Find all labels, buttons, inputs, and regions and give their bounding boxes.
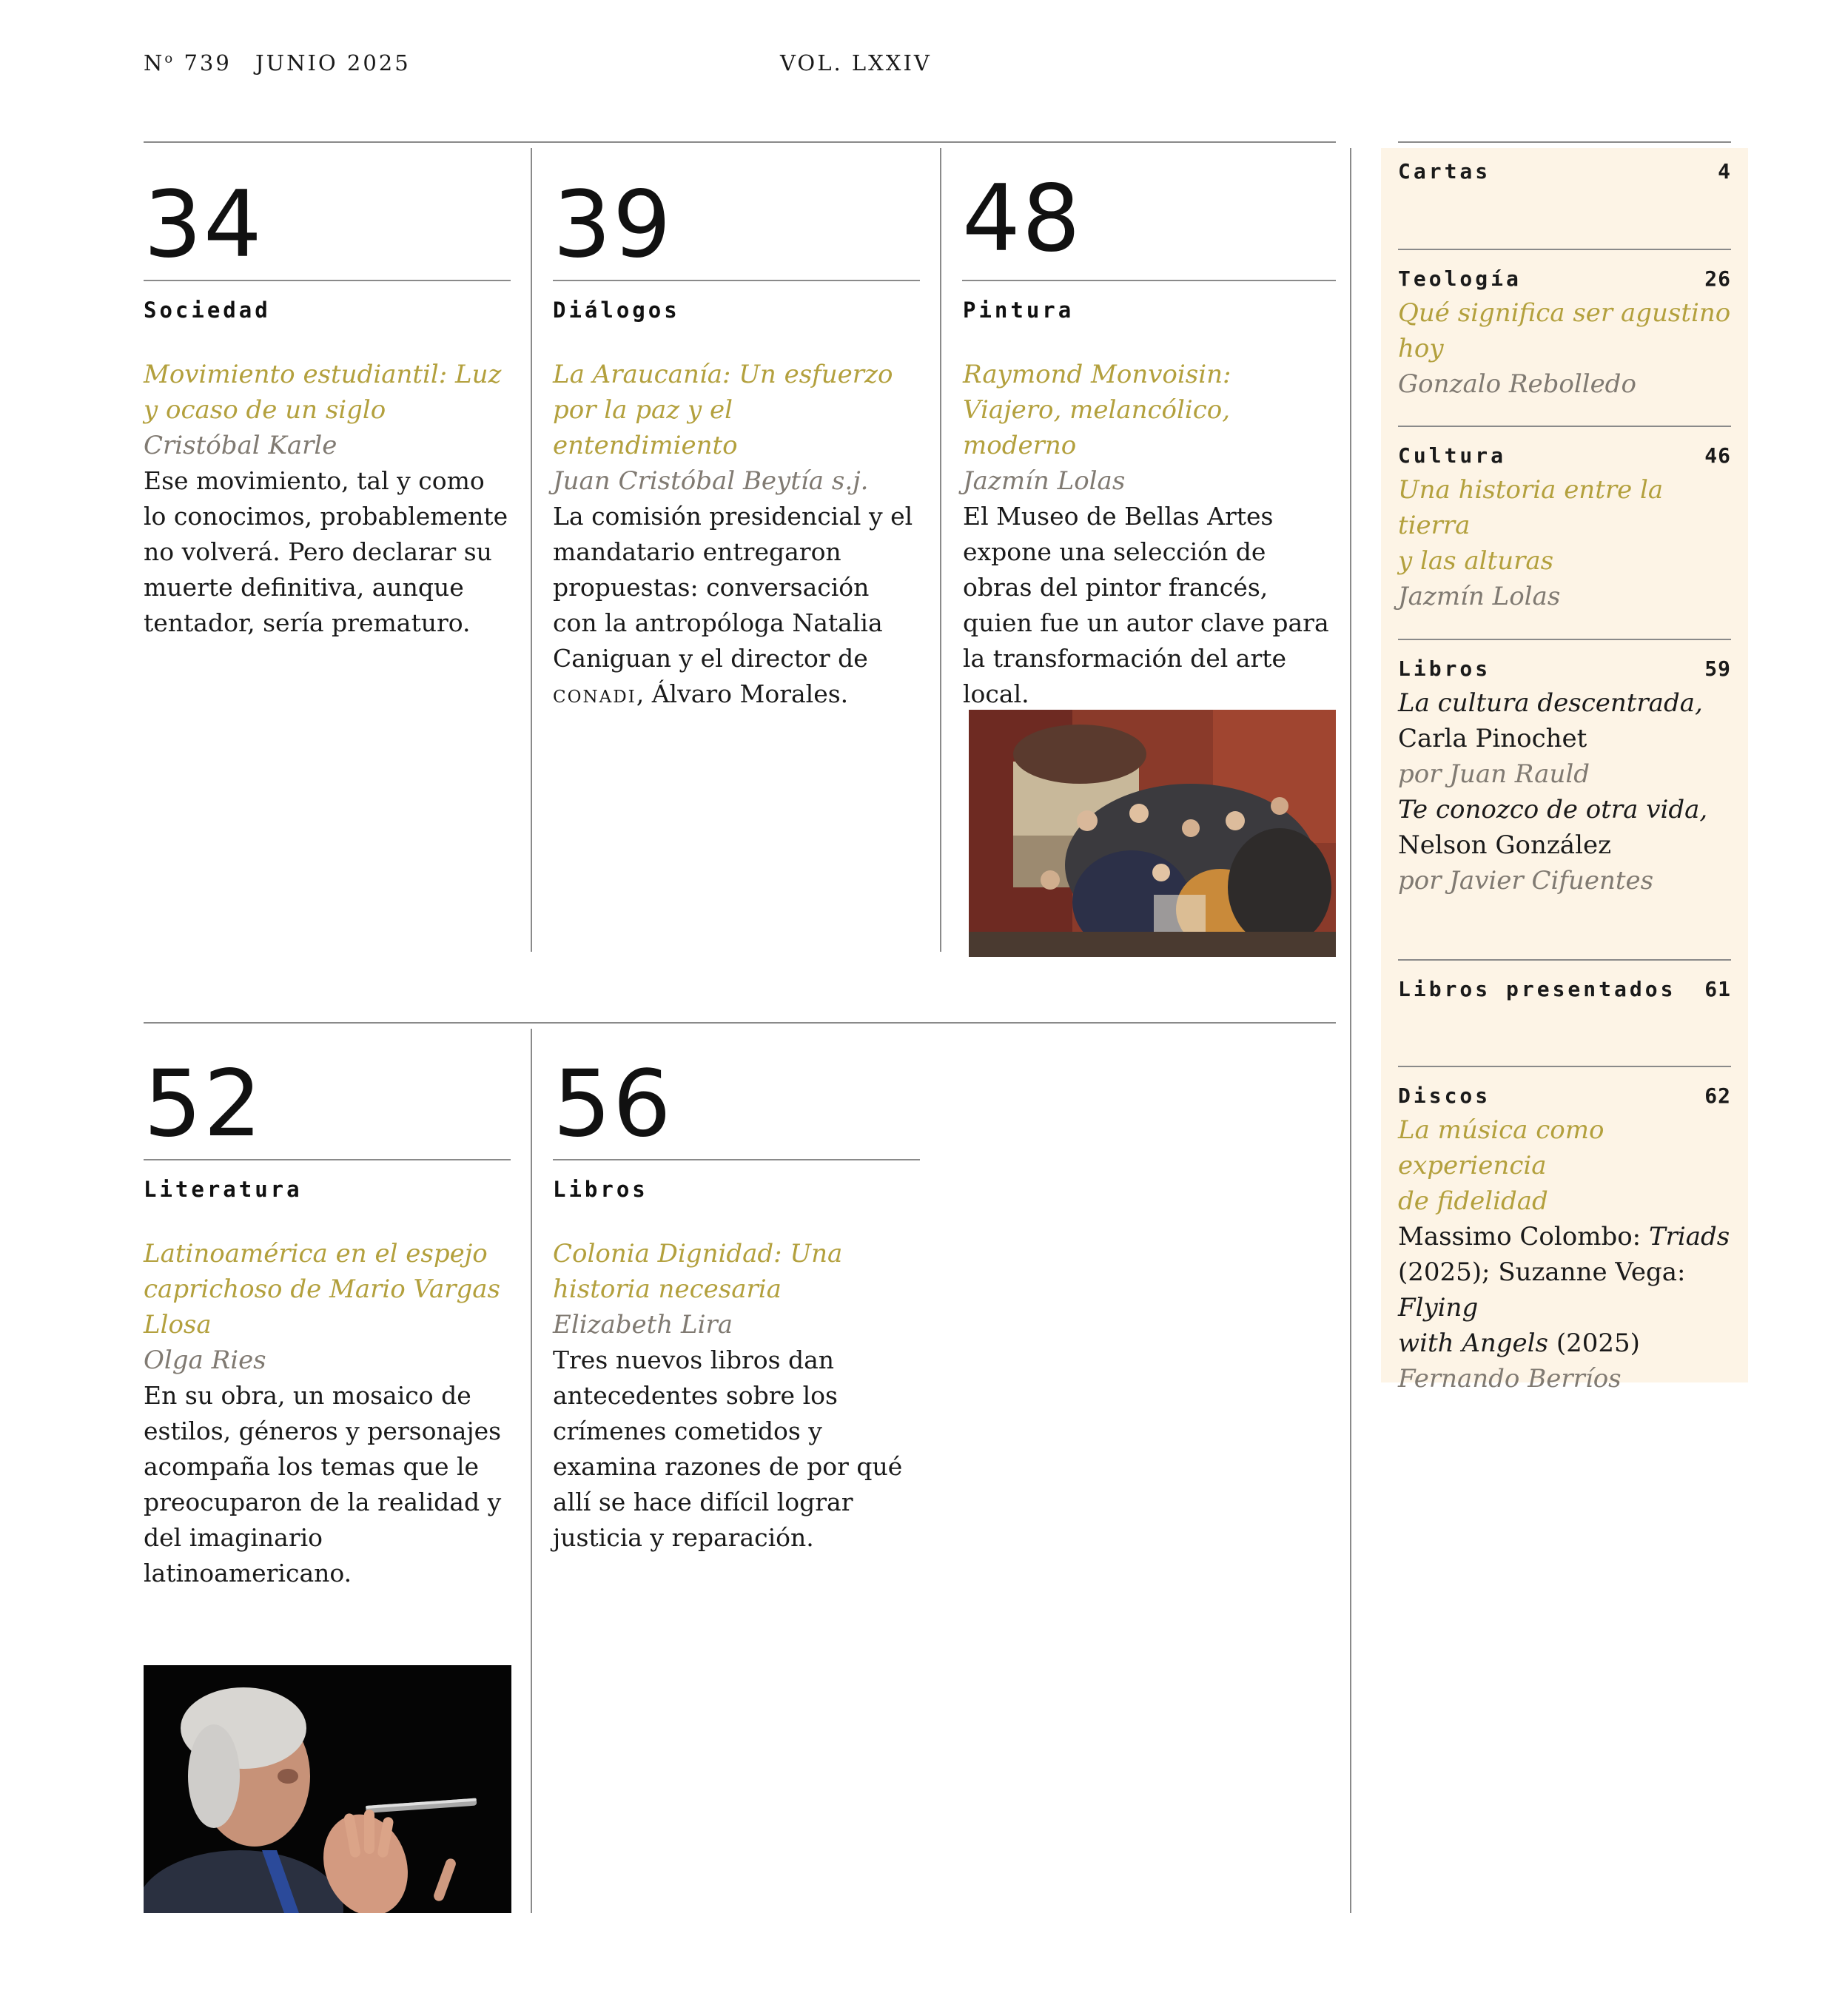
sidebar-item-discos[interactable]	[1398, 1066, 1731, 1397]
page-number: 61	[1704, 977, 1731, 1001]
divider	[1398, 1066, 1731, 1067]
section-label: Cultura	[1398, 443, 1507, 468]
article-title[interactable]: Latinoamérica en el espejo caprichoso de Mario Vargas Llosa	[144, 1239, 500, 1340]
page-number: 56	[553, 1051, 673, 1157]
sidebar-item-cultura[interactable]	[1398, 426, 1731, 614]
article-title[interactable]: La música como experiencia de fidelidad	[1398, 1115, 1604, 1216]
divider	[1398, 639, 1731, 640]
divider	[144, 1159, 511, 1160]
section-label: Cartas	[1398, 159, 1491, 184]
page-number: 48	[962, 166, 1082, 272]
divider	[962, 280, 1336, 281]
sidebar-item-libros[interactable]	[1398, 639, 1731, 898]
section-label: Libros presentados	[1398, 977, 1676, 1001]
page-number: 26	[1704, 266, 1731, 291]
issue-date: JUNIO 2025	[255, 50, 411, 75]
feature-article[interactable]	[553, 1051, 920, 1556]
section-label: Libros	[553, 1177, 648, 1202]
book-author: Nelson González	[1398, 830, 1611, 860]
page-number: 34	[144, 172, 263, 278]
feature-article[interactable]	[144, 172, 511, 641]
divider	[553, 280, 920, 281]
book-reviewer: por Juan Rauld	[1398, 759, 1590, 789]
divider	[1398, 141, 1731, 143]
section-label: Teología	[1398, 266, 1522, 291]
section-label: Pintura	[963, 298, 1075, 323]
book-reviewer: por Javier Cifuentes	[1398, 866, 1654, 896]
article-title[interactable]: Qué significa ser agustino hoy	[1398, 298, 1731, 363]
divider	[1398, 249, 1731, 250]
article-author: Gonzalo Rebolledo	[1398, 369, 1636, 399]
section-label: Libros	[1398, 656, 1491, 681]
article-summary: La comisión presidencial y el mandatario entregaron propuestas: conversación con la antropóloga Natalia Caniguan y el director de conadi, Álvaro Morales.	[553, 502, 913, 708]
sidebar-divider	[1350, 148, 1351, 1913]
article-author: Fernando Berríos	[1398, 1364, 1622, 1394]
article-title[interactable]: La Araucanía: Un esfuerzo por la paz y el entendimiento	[553, 360, 893, 460]
page-number: 46	[1704, 443, 1731, 468]
section-label: Sociedad	[144, 298, 271, 323]
painting-image[interactable]	[969, 710, 1336, 957]
page-number: 52	[144, 1051, 263, 1157]
article-title[interactable]: Movimiento estudiantil: Luz y ocaso de un siglo	[144, 360, 502, 425]
book-title[interactable]: La cultura descentrada,	[1398, 688, 1703, 718]
section-label: Discos	[1398, 1083, 1491, 1108]
divider	[1398, 959, 1731, 961]
divider	[553, 1159, 920, 1160]
article-summary: Tres nuevos libros dan antecedentes sobre los crímenes cometidos y examina razones de por qué allí se hace difícil lograr justicia y reparación.	[553, 1345, 903, 1552]
article-author: Elizabeth Lira	[553, 1310, 733, 1340]
article-author: Cristóbal Karle	[144, 431, 337, 460]
issue-number: $N^o$ 739	[144, 50, 232, 75]
feature-article[interactable]	[553, 172, 920, 712]
sidebar-item-teologia[interactable]	[1398, 249, 1731, 402]
column-divider	[531, 148, 532, 952]
column-divider	[940, 148, 941, 952]
divider	[144, 280, 511, 281]
page-number: 59	[1704, 656, 1731, 681]
column-divider	[531, 1029, 532, 1913]
article-summary: En su obra, un mosaico de estilos, géneros y personajes acompaña los temas que le preocuparon de la realidad y del imaginario latinoamericano.	[144, 1381, 502, 1587]
section-label: Literatura	[144, 1177, 303, 1202]
album-list: Massimo Colombo: Triads (2025); Suzanne Vega: Flying with Angels (2025)	[1398, 1222, 1730, 1358]
book-title[interactable]: Te conozco de otra vida,	[1398, 795, 1708, 824]
feature-article[interactable]	[962, 166, 1336, 712]
volume-label: VOL. LXXIV	[780, 50, 932, 75]
page-number: 39	[553, 172, 673, 278]
page-number: 4	[1718, 159, 1731, 184]
article-summary: Ese movimiento, tal y como lo conocimos, probablemente no volverá. Pero declarar su muerte definitiva, aunque tentador, sería prematuro.	[144, 466, 508, 637]
divider	[1398, 426, 1731, 427]
article-title[interactable]: Colonia Dignidad: Una historia necesaria	[553, 1239, 843, 1304]
article-title[interactable]: Una historia entre la tierra y las alturas	[1398, 475, 1664, 576]
sidebar-item-cartas[interactable]	[1398, 141, 1731, 184]
section-label: Diálogos	[553, 298, 680, 323]
article-author: Juan Cristóbal Beytía s.j.	[553, 466, 869, 496]
top-rule	[144, 141, 1336, 143]
feature-article[interactable]	[144, 1051, 511, 1591]
article-author: Olga Ries	[144, 1345, 266, 1375]
middle-rule	[144, 1022, 1336, 1024]
page-number: 62	[1704, 1083, 1731, 1108]
article-summary: El Museo de Bellas Artes expone una selección de obras del pintor francés, quien fue un autor clave para la transformación del arte local.	[963, 502, 1329, 708]
book-author: Carla Pinochet	[1398, 724, 1587, 753]
article-author: Jazmín Lolas	[1398, 582, 1561, 611]
sidebar-item-libros-presentados[interactable]	[1398, 959, 1731, 1001]
article-author: Jazmín Lolas	[963, 466, 1126, 496]
article-title[interactable]: Raymond Monvoisin: Viajero, melancólico, moderno	[963, 360, 1231, 460]
author-portrait-image[interactable]	[144, 1665, 511, 1913]
